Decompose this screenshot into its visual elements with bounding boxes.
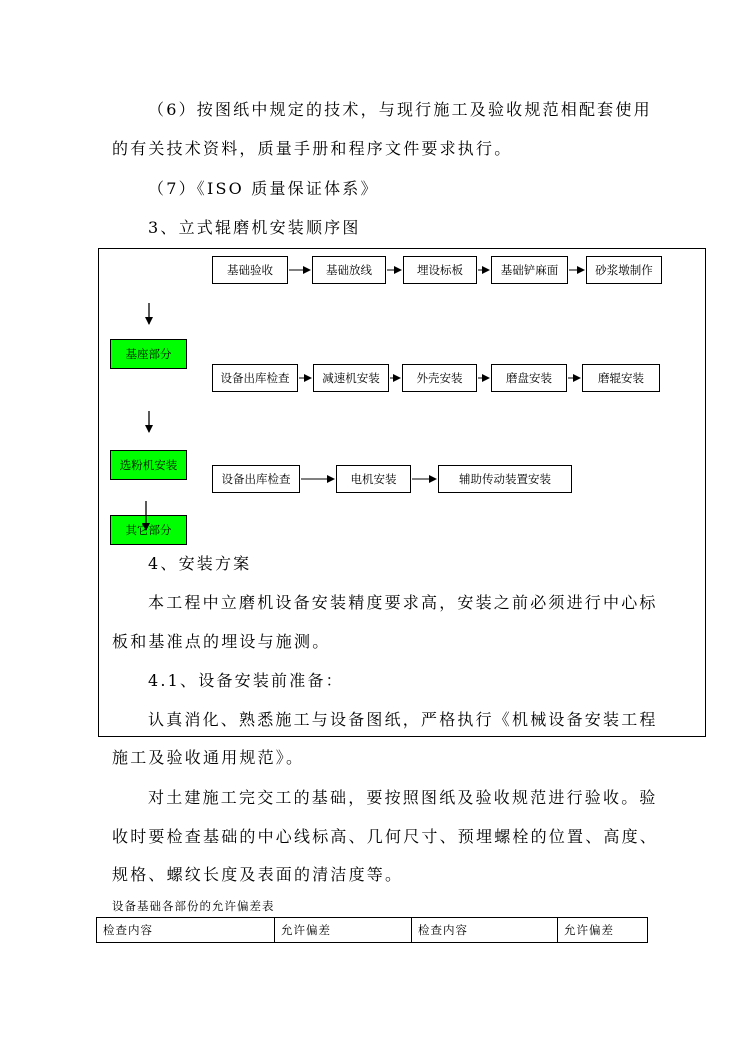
table-header-cell: 允许偏差 (275, 918, 412, 943)
tolerance-table (96, 917, 648, 943)
foundation-line-1: 对土建施工完交工的基础，要按照图纸及验收规范进行验收。验 (148, 788, 658, 807)
section-4-heading: 4、安装方案 (148, 554, 252, 573)
section-4-intro-line-2: 板和基准点的埋设与施测。 (112, 632, 331, 651)
flow-box-foundation-layout: 基础放线 (312, 256, 386, 284)
label-base-section: 基座部分 (110, 339, 187, 369)
flow-box-aux-drive-install: 辅助传动装置安装 (438, 465, 572, 493)
table-header-cell: 允许偏差 (558, 918, 648, 943)
prep-line-2: 施工及验收通用规范》。 (112, 748, 305, 767)
paragraph-6-line-1: （6）按图纸中规定的技术，与现行施工及验收规范相配套使用 (148, 100, 652, 119)
paragraph-7: （7）《ISO 质量保证体系》 (148, 179, 379, 198)
label-other-section: 其它部分 (110, 515, 187, 545)
flow-box-roughen-surface: 基础铲麻面 (491, 256, 568, 284)
flow-box-casing-install: 外壳安装 (402, 364, 477, 392)
flow-box-embed-plates: 埋设标板 (403, 256, 477, 284)
flow-box-mortar-pier: 砂浆墩制作 (586, 256, 662, 284)
flow-box-reducer-install: 减速机安装 (313, 364, 389, 392)
table-header-cell: 检查内容 (97, 918, 275, 943)
flow-box-roller-install: 磨辊安装 (582, 364, 660, 392)
table-caption: 设备基础各部份的允许偏差表 (112, 899, 275, 913)
flow-box-equipment-inspection-2: 设备出库检查 (212, 465, 300, 493)
table-header-cell: 检查内容 (412, 918, 558, 943)
table-header-row (97, 918, 648, 943)
flow-box-foundation-acceptance: 基础验收 (212, 256, 288, 284)
section-3-heading: 3、立式辊磨机安装顺序图 (148, 218, 361, 237)
flow-box-motor-install: 电机安装 (336, 465, 411, 493)
foundation-line-3: 规格、螺纹长度及表面的清洁度等。 (112, 865, 404, 884)
section-4-1-heading: 4.1、设备安装前准备： (148, 671, 344, 690)
prep-line-1: 认真消化、熟悉施工与设备图纸，严格执行《机械设备安装工程 (148, 710, 658, 729)
foundation-line-2: 收时要检查基础的中心线标高、几何尺寸、预埋螺栓的位置、高度、 (112, 827, 659, 846)
label-separator-install: 选粉机安装 (110, 450, 187, 480)
section-4-intro-line-1: 本工程中立磨机设备安装精度要求高，安装之前必须进行中心标 (148, 593, 658, 612)
paragraph-6-line-2: 的有关技术资料，质量手册和程序文件要求执行。 (112, 139, 513, 158)
flow-box-equipment-inspection: 设备出库检查 (212, 364, 298, 392)
flow-box-grinding-table-install: 磨盘安装 (491, 364, 567, 392)
